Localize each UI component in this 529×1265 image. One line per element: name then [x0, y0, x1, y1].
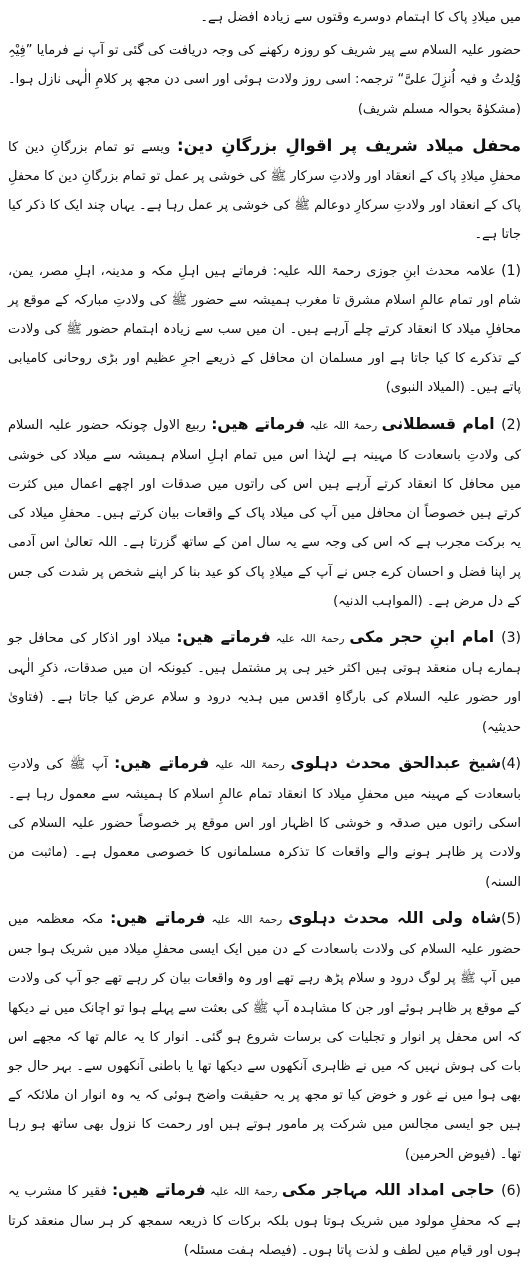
- item-number: (5): [501, 910, 521, 927]
- paragraph-ibn-hajar: [8, 623, 521, 742]
- paragraph-monday-fast: [8, 36, 521, 124]
- paragraph-text: مکہ معظمہ میں حضور علیہ السلام کی ولادت باسعادت کے دن میں ایک ایسی محفلِ میلاد میں شریک ہوا جس میں آپ ﷺ پر لوگ درود و سلام پڑھ رہے تھے اور وہ واقعات بیان کر رہے تھے جو آپ کی ولادت کے موقع پر ظاہر ہوئے اور جن کا مشاہدہ آپ ﷺ کی بعثت سے پہلے ہوا تو اچانک میں نے دیکھا کہ اس محفل پر انوار و تجلیات کی برسات شروع ہو گئی۔ انوار کا یہ عالم تھا کہ مجھے اس بات کی ہوش نہیں کہ میں نے ظاہری آنکھوں سے دیکھا تھا یا باطنی آنکھوں سے۔ بہر حال جو بھی ہوا میں نے غور و خوض کیا تو مجھ پر یہ حقیقت واضح ہوئی کہ یہ وہ انوار ان ملائکہ کے ہیں جو ایسی مجالس میں شرکت پر مامور ہوتے ہیں اور رحمت کا نزول بھی ساتھ ہو رہا تھا۔ (فیوض الحرمین): [8, 911, 521, 1162]
- item-number: (6): [501, 1182, 521, 1199]
- paragraph-waliullah: [8, 904, 521, 1169]
- paragraph-text: ویسے تو تمام بزرگانِ دین کا محفلِ میلادِ پاک کے انعقاد اور ولادتِ سرکار ﷺ کی خوشی پر عمل تو تمام بزرگانِ دین کا محفلِ پاک کے انعقاد اور ولادتِ سرکارِ دوعالم ﷺ کی خوشی پر عمل رہا ہے۔ یہاں چند ایک کا ذکر کیا جاتا ہے۔: [8, 139, 521, 243]
- section-heading: محفل میلاد شریف پر اقوالِ بزرگانِ دین:: [176, 135, 521, 155]
- says-heading: فرماتے ھیں:: [110, 908, 206, 927]
- paragraph-ibn-jawzi: [8, 257, 521, 403]
- scholar-name-heading: امام ابنِ حجر مکی: [349, 628, 502, 647]
- paragraph-text: میلاد اور اذکار کی محافل جو ہمارے ہاں منعقد ہوتی ہیں اکثر خیر ہی پر مشتمل ہیں۔ کیونکہ ان میں صدقات، ذکرِ الٰہی اور حضور علیہ السلام کی بارگاہِ اقدس میں ہدیہ درود و سلام عرض کیا جاتا ہے۔ (فتاویٰ حدیثیہ): [8, 631, 521, 735]
- scholar-name-heading: امام قسطلانی: [381, 414, 502, 433]
- paragraph-text: علامہ محدث ابنِ جوزی رحمۃ اللہ علیہ: فرماتے ہیں اہلِ مکہ و مدینہ، اہلِ مصر، یمن، شام اور تمام عالمِ اسلام مشرق تا مغرب ہمیشہ سے حضور ﷺ کی ولادتِ مبارکہ کے موقع پر محافلِ میلاد کا انعقاد کرتے چلے آرہے ہیں۔ ان میں سب سے زیادہ اہتمام حضور ﷺ کی ولادت کے تذکرے کا کیا جاتا ہے اور مسلمان ان محافل کے ذریعے اجرِ عظیم اور بڑی روحانی کامیابی پاتے ہیں۔ (المیلاد النبوی): [8, 263, 521, 396]
- paragraph-abdul-haq: [8, 749, 521, 897]
- item-number: (3): [501, 630, 521, 647]
- paragraph-text: ربیع الاول چونکہ حضور علیہ السلام کی ولادتِ باسعادت کا مہینہ ہے لہٰذا اس میں تمام اہلِ اسلام ہمیشہ سے میلاد کی خوشی میں محافل کا انعقاد کرتے آرہے ہیں اس کی راتوں میں صدقات اور اچھے اعمال میں کثرت کرتے ہیں خصوصاً ان محافل میں آپ کی میلاد پاک کے واقعات بیان کرتے ہیں۔ محفلِ میلاد کی یہ برکت مجرب ہے کہ اس کی وجہ سے یہ سال امن کے ساتھ گزرتا ہے۔ اللہ تعالیٰ اس آدمی پر اپنا فضل و احسان کرے جس نے آپ کے میلادِ پاک کو عید بنا کر اپنے شخص پر شدت کی جس کے دل مرض ہے۔ (المواہب الدنیہ): [8, 417, 521, 609]
- honorific: رحمۃ اللہ علیہ: [305, 419, 382, 432]
- paragraph-text: حضور علیہ السلام سے پیر شریف کو روزہ رکھنے کی وجہ دریافت کی گئی تو آپ نے فرمایا ”فِیْہِ وُلِدتُ و فیہ اُنزِلَ علیَّ“ ترجمہ: اسی روز ولادت ہوئی اور اسی دن مجھ پر کلامِ الٰہی نازل ہوا۔ (مشکوٰۃ بحوالہ مسلم شریف): [8, 43, 521, 117]
- paragraph-text: فقیر کا مشرب یہ ہے کہ محفلِ مولود میں شریک ہوتا ہوں بلکہ برکات کا ذریعہ سمجھ کر ہر سال منعقد کرتا ہوں اور قیام میں لطف و لذت پاتا ہوں۔ (فیصلہ ہفت مسئلہ): [8, 1183, 521, 1259]
- honorific: رحمۃ اللہ علیہ: [270, 633, 350, 646]
- paragraph-intro-end: [8, 3, 521, 32]
- says-heading: فرماتے ھیں:: [211, 414, 306, 433]
- honorific: رحمۃ اللہ علیہ: [209, 758, 291, 771]
- says-heading: فرماتے ھیں:: [114, 753, 210, 772]
- item-number: (4): [501, 755, 521, 772]
- says-heading: فرماتے ھیں:: [111, 1180, 206, 1199]
- item-number: (2): [501, 416, 522, 433]
- says-heading: فرماتے ھیں:: [176, 628, 271, 647]
- scholar-name-heading: حاجی امداد اللہ مہاجر مکی: [281, 1180, 502, 1199]
- scholar-name-heading: شاہ ولی اللہ محدث دہلوی: [288, 908, 502, 927]
- paragraph-qastalani: [8, 410, 521, 616]
- scholar-name-heading: شیخ عبدالحق محدث دہلوی: [290, 753, 502, 772]
- honorific: رحمۃ اللہ علیہ: [205, 1185, 282, 1198]
- item-number: (1): [501, 262, 521, 279]
- paragraph-sayings-intro: [8, 131, 521, 250]
- paragraph-imdadullah: [8, 1176, 521, 1265]
- paragraph-text: آپ ﷺ کی ولادتِ باسعادت کے مہینہ میں محفلِ میلاد کا انعقاد تمام عالمِ اسلام کا ہمیشہ سے معمول رہا ہے۔ اسکی راتوں میں صدقہ و خوشی کا اظہار اور اس موقع پر خصوصاً حضور علیہ السلام کی ولادت پر ظاہر ہونے والے واقعات کا تذکرہ مسلمانوں کا خصوصی معمول ہے۔ (ماثبت من السنہ): [8, 756, 521, 890]
- honorific: رحمۃ اللہ علیہ: [205, 913, 289, 926]
- paragraph-text: میں میلادِ پاک کا اہتمام دوسرے وقتوں سے زیادہ افضل ہے۔: [200, 10, 521, 25]
